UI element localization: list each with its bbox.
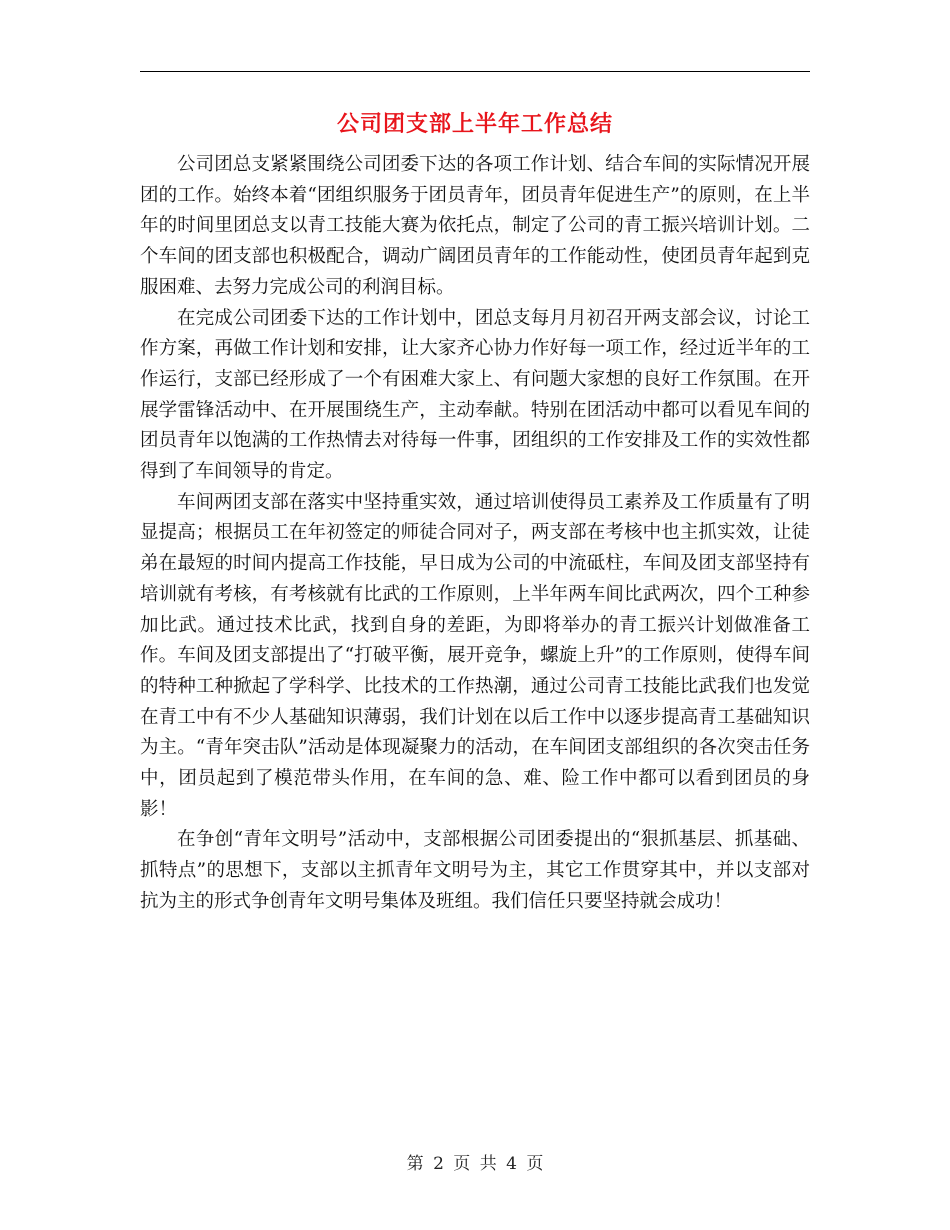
paragraph-1: 公司团总支紧紧围绕公司团委下达的各项工作计划、结合车间的实际情况开展团的工作。始终本着“团组织服务于团员青年，团员青年促进生产”的原则，在上半年的时间里团总支以青工技能大赛为依托点，制定了公司的青工振兴培训计划。二个车间的团支部也积极配合，调动广阔团员青年的工作能动性，使团员青年起到克服困难、去努力完成公司的利润目标。 bbox=[140, 154, 810, 298]
document-body bbox=[140, 150, 810, 918]
document-title: 公司团支部上半年工作总结 bbox=[336, 112, 613, 137]
paragraph-4: 在争创“青年文明号”活动中，支部根据公司团委提出的“狠抓基层、抓基础、抓特点”的思想下，支部以主抓青年文明号为主，其它工作贯穿其中，并以支部对抗为主的形式争创青年文明号集体及班组。我们信任只要坚持就会成功！ bbox=[140, 829, 810, 912]
paragraph-2: 在完成公司团委下达的工作计划中，团总支每月月初召开两支部会议，讨论工作方案，再做工作计划和安排，让大家齐心协力作好每一项工作，经过近半年的工作运行，支部已经形成了一个有困难大家上、有问题大家想的良好工作氛围。在开展学雷锋活动中、在开展围绕生产，主动奉献。特别在团活动中都可以看见车间的团员青年以饱满的工作热情去对待每一件事，团组织的工作安排及工作的实效性都得到了车间领导的肯定。 bbox=[140, 307, 810, 483]
page-number-footer: 第 2 页 共 4 页 bbox=[406, 1154, 544, 1174]
paragraph-3: 车间两团支部在落实中坚持重实效，通过培训使得员工素养及工作质量有了明显提高；根据员工在年初签定的师徒合同对子，两支部在考核中也主抓实效，让徒弟在最短的时间内提高工作技能，早日成为公司的中流砥柱，车间及团支部坚持有培训就有考核，有考核就有比武的工作原则，上半年两车间比武两次，四个工种参加比武。通过技术比武，找到自身的差距，为即将举办的青工振兴计划做准备工作。车间及团支部提出了“打破平衡，展开竞争，螺旋上升”的工作原则，使得车间的特种工种掀起了学科学、比技术的工作热潮，通过公司青工技能比武我们也发觉在青工中有不少人基础知识薄弱，我们计划在以后工作中以逐步提高青工基础知识为主。“青年突击队”活动是体现凝聚力的活动，在车间团支部组织的各次突击任务中，团员起到了模范带头作用，在车间的急、难、险工作中都可以看到团员的身影！ bbox=[140, 491, 810, 820]
header-rule bbox=[140, 71, 810, 72]
